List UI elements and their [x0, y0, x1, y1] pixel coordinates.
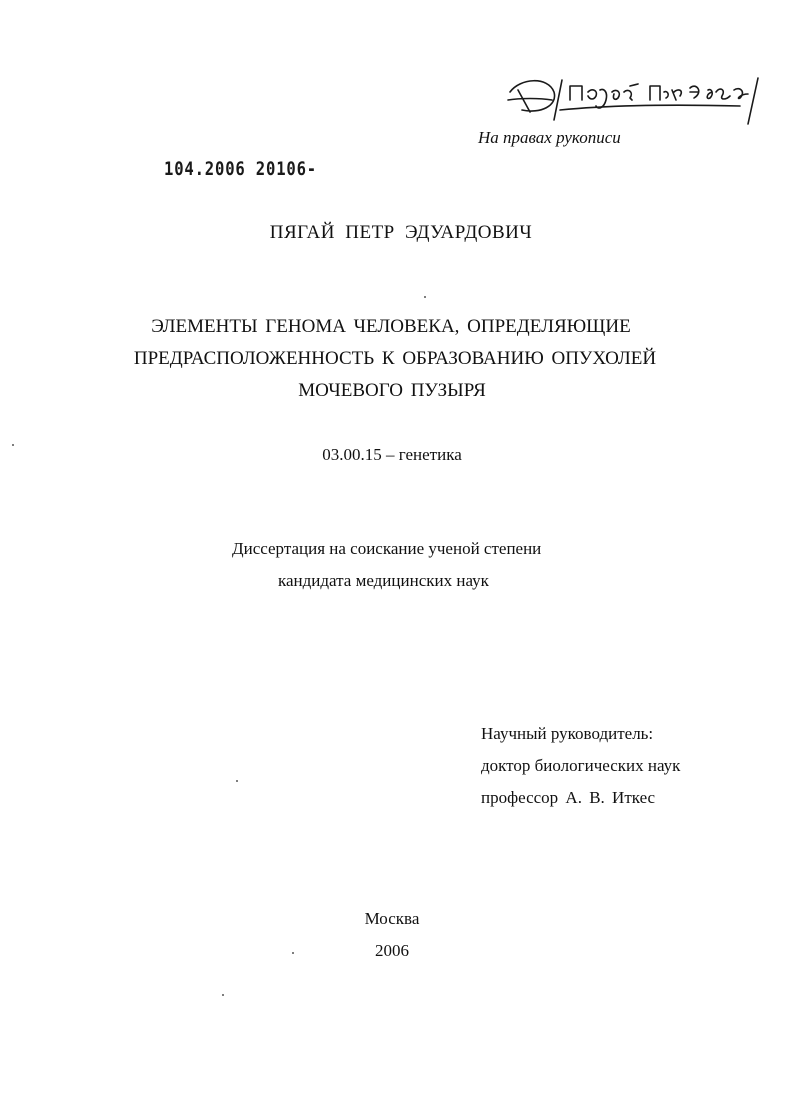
author-name: ПЯГАЙ ПЕТР ЭДУАРДОВИЧ [269, 222, 533, 243]
dissertation-line-1: Диссертация на соискание ученой степени [232, 539, 542, 558]
city: Москва [364, 909, 420, 928]
dissertation-line-2: кандидата медицинских наук [278, 571, 489, 590]
scan-speck [222, 994, 224, 996]
scan-speck [12, 444, 14, 446]
scan-speck [424, 296, 426, 298]
title-line-2: ПРЕДРАСПОЛОЖЕННОСТЬ К ОБРАЗОВАНИЮ ОПУХОЛЕЙ [133, 348, 657, 369]
year: 2006 [375, 941, 409, 960]
supervisor-degree: доктор биологических наук [481, 756, 681, 775]
title-line-1: ЭЛЕМЕНТЫ ГЕНОМА ЧЕЛОВЕКА, ОПРЕДЕЛЯЮЩИЕ [151, 316, 631, 337]
scan-speck [236, 780, 238, 782]
supervisor-heading: Научный руководитель: [481, 724, 654, 743]
scan-speck [292, 952, 294, 954]
supervisor-name: профессор А. В. Иткес [481, 788, 656, 807]
rights-notice: На правах рукописи [478, 128, 621, 147]
handwritten-signature [500, 70, 762, 132]
specialty-code: 03.00.15 – генетика [322, 445, 462, 464]
registration-stamp: 104.2006 20106- [164, 158, 318, 180]
title-line-3: МОЧЕВОГО ПУЗЫРЯ [298, 380, 486, 401]
